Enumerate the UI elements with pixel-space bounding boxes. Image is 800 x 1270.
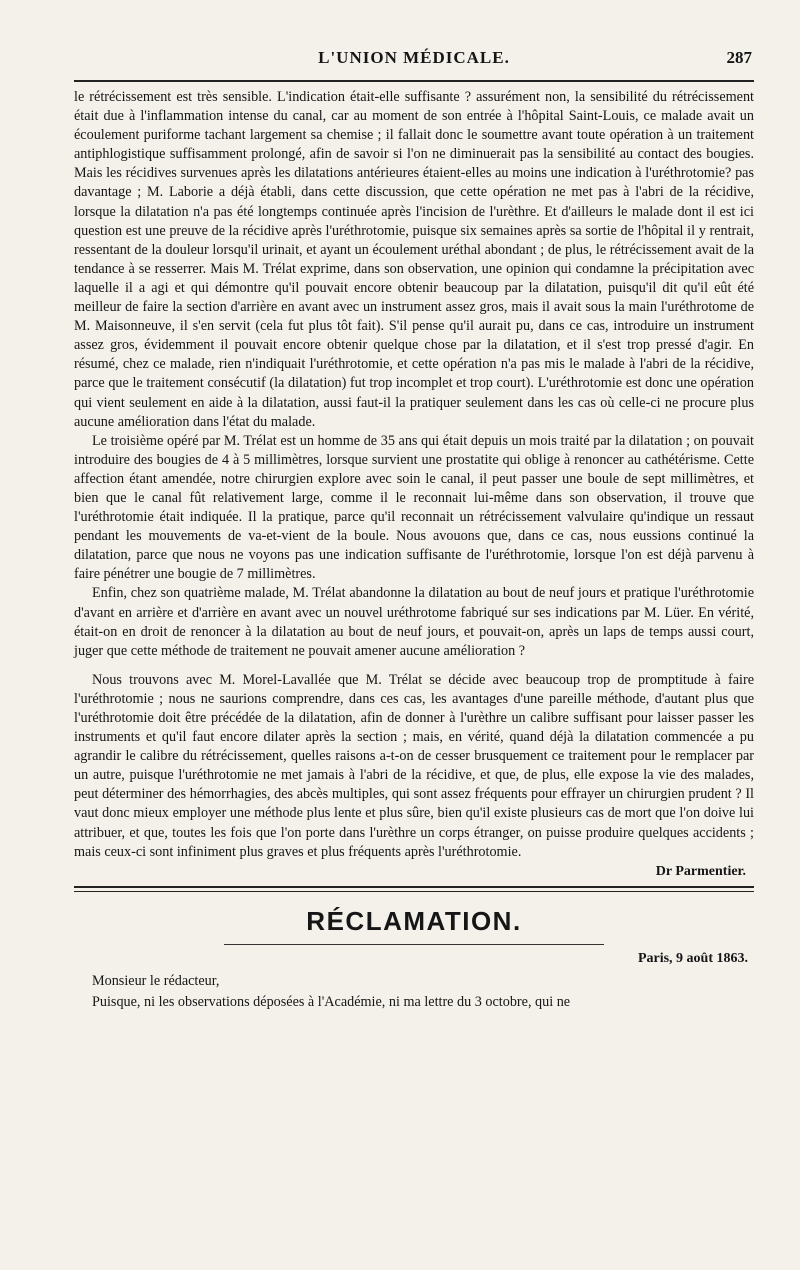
page — [74, 48, 754, 1012]
letter-salutation: Monsieur le rédacteur, — [92, 972, 220, 989]
letter-body: Puisque, ni les observations déposées à l'Académie, ni ma lettre du 3 octobre, qui ne — [92, 993, 571, 1010]
paragraph-2: Le troisième opéré par M. Trélat est un homme de 35 ans qui était depuis un mois traité par la dilatation ; on pouvait introduire des bougies de 4 à 5 millimètres, lorsque survient une prostatite qui oblige à renoncer au cathétérisme. Cette affection étant amendée, notre chirurgien explore avec soin le canal, il peut passer une boule de sept millimètres, et bien que le canal fût relativement large, comme il le reconnait lui-même dans son observation, il trouve que l'uréthrotomie était indiquée. Il la pratique, parce qu'il reconnait un rétrécissement valvulaire qu'indique un ressaut pendant les mouvements de va-et-vient de la boule. Nous avouons que, dans ce cas, nous eussions continué la dilatation, parce que nous ne voyons pas une indication suffisante de l'uréthrotomie, lorsque l'on est déjà parvenu à faire pénétrer une bougie de 7 millimètres. — [74, 432, 754, 583]
section-rule-thick — [74, 886, 754, 888]
running-head — [74, 48, 754, 78]
paragraph-4: Nous trouvons avec M. Morel-Lavallée que M. Trélat se décide avec beaucoup trop de promptitude à faire l'uréthrotomie ; nous ne saurions comprendre, dans ces cas, les avantages d'une pareille méthode, d'autant plus que l'uréthrotomie doit être précédée de la dilatation, afin de donner à l'urèthre un calibre suffisant pour laisser passer les instruments et qu'il faut encore dilater après la section ; mais, en vérité, quand déjà la dilatation commencée a pu agrandir le calibre du rétrécissement, quelles raisons a-t-on de cesser brusquement ce traitement pour le remplacer par un autre, puisque l'uréthrotomie ne met jamais à l'abri de la récidive, et que, de plus, elle expose la vie des malades, peut déterminer des hémorrhagies, des abcès multiples, qui sont assez fréquents pour effrayer un chirurgien prudent ? Il vaut donc mieux employer une méthode plus lente et plus sûre, bien qu'il existe plusieurs cas de mort que l'on doive lui attribuer, et que, toutes les fois que l'on porte dans l'urèthre un corps étranger, on puisse produire quelques accidents ; mais ceux-ci sont infiniment plus graves et plus fréquents après l'uréthrotomie. — [74, 671, 754, 860]
paragraph-1: le rétrécissement est très sensible. L'indication était-elle suffisante ? assurément non, la sensibilité du rétrécissement était due à l'inflammation intense du canal, car au moment de son entrée à l'hôpital Saint-Louis, ce malade avait un écoulement puriforme tachant largement sa chemise ; il fallait donc le soumettre avant toute opération à un traitement antiphlogistique suffisamment prolongé, afin de savoir si l'on ne diminuerait pas la sensibilité au contact des bougies. Mais les récidives survenues après les dilatations antérieures étaient-elles au moins une indication à l'uréthrotomie? pas davantage ; M. Laborie a déjà établi, dans cette discussion, que cette opération ne met pas à l'abri de la récidive, lorsque la dilatation n'a pas été longtemps continuée après l'incision de l'urèthre. Et d'ailleurs le malade dont il est ici question est une preuve de la récidive après l'uréthrotomie, puisque six semaines après sa sortie de l'hôpital il y rentrait, ressentant de la douleur lorsqu'il urinait, et ayant un écoulement uréthal abondant ; de plus, le rétrécissement avait de la tendance à se resserrer. Mais M. Trélat exprime, dans son observation, une opinion qui condamne la précipitation avec laquelle il a agi et qui démontre qu'il pouvait encore obtenir beaucoup par la dilatation, puisqu'il dit qu'il eût été meilleur de faire la section d'arrière en avant avec un instrument assez gros, mais il avait sous la main l'uréthrotome de M. Maisonneuve, il s'en servit (cela fut plus tôt fait). S'il pense qu'il aurait pu, dans ce cas, introduire un instrument assez gros, évidemment il pouvait encore obtenir quelque chose par la dilatation, et il s'est trop pressé d'agir. En résumé, chez ce malade, rien n'indiquait l'uréthrotomie, et cette opération n'a pas mis le malade à l'abri de la récidive, parce que le traitement consécutif (la dilatation) fut trop incomplet et trop court). L'uréthrotomie est donc une opération qui vient seulement en aide à la dilatation, aussi faut-il la pratiquer seulement dans les cas où celle-ci ne procure plus aucune amélioration dans l'état du malade. — [74, 89, 754, 430]
header-rule — [74, 80, 754, 82]
letter-date: Paris, 9 août 1863. — [637, 950, 748, 966]
section-heading: RÉCLAMATION. — [306, 905, 522, 936]
heading-rule — [224, 944, 604, 945]
journal-title: L'UNION MÉDICALE. — [318, 48, 510, 67]
article-body — [74, 88, 754, 862]
author-signature: Dr Parmentier. — [655, 863, 746, 879]
section-rule-thin — [74, 891, 754, 892]
page-number: 287 — [726, 48, 752, 67]
paragraph-3: Enfin, chez son quatrième malade, M. Trélat abandonne la dilatation au bout de neuf jours et pratique l'uréthrotomie d'avant en arrière et d'arrière en avant avec un nouvel uréthrotome fabriqué sur ses indications par M. Lüer. En vérité, était-on en droit de renoncer à la dilatation au bout de neuf jours, et pouvait-on, après un laps de temps aussi court, juger que cette méthode de traitement ne pouvait amener aucune amélioration ? — [74, 585, 754, 659]
